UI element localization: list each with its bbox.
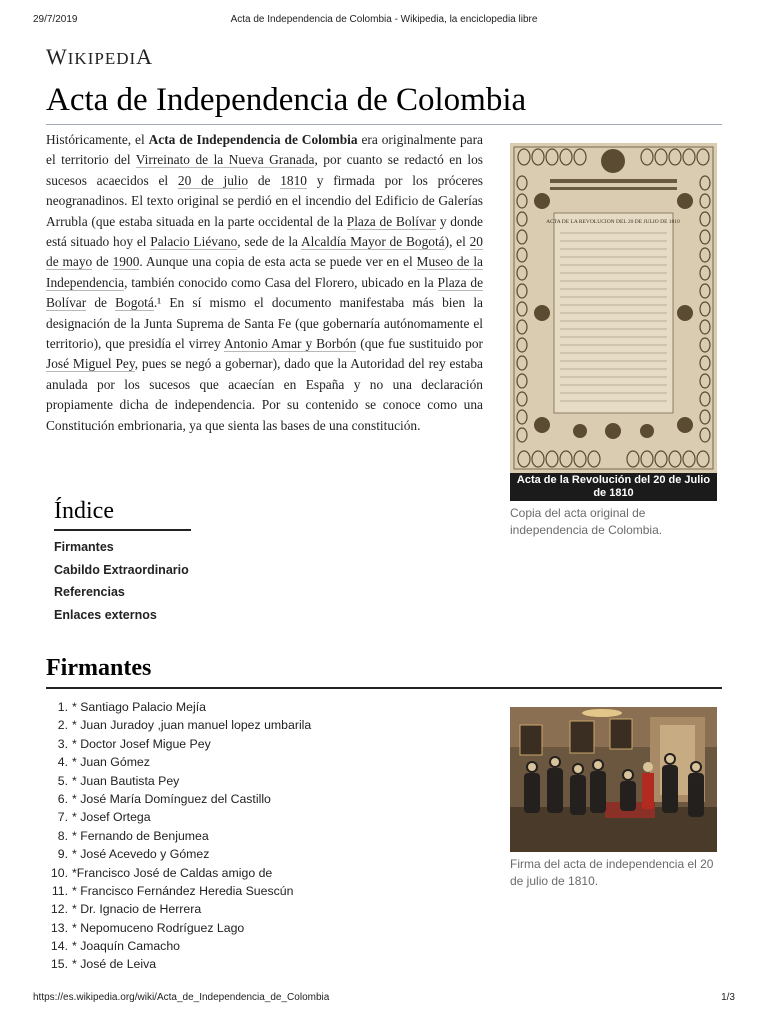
print-header xyxy=(0,14,768,28)
page-number: 1/3 xyxy=(721,992,735,1003)
logo-letter-w: W xyxy=(46,44,68,69)
acta-figure-caption: Copia del acta original de independencia de Colombia. xyxy=(510,506,663,537)
link-palacio-lievano[interactable]: Palacio Liévano xyxy=(150,234,238,250)
toc-divider xyxy=(54,529,191,531)
list-item: 11. * Francisco Fernández Heredia Suescún xyxy=(51,883,294,898)
link-plaza-de-bolivar-2[interactable]: Plaza de Bolívar xyxy=(46,274,484,311)
signing-painting-image[interactable] xyxy=(510,707,717,852)
article-title: Acta de Independencia de Colombia xyxy=(46,82,527,118)
logo-letter-a: A xyxy=(136,44,154,69)
list-item: 7. * Josef Ortega xyxy=(57,810,151,825)
list-item: 9. * José Acevedo y Gómez xyxy=(57,847,210,862)
figure-acta-document xyxy=(510,143,717,539)
toc-item-referencias[interactable]: Referencias xyxy=(54,585,125,599)
article-subject-bold: Acta de Independencia de Colombia xyxy=(148,132,358,147)
list-item: 8. * Fernando de Benjumea xyxy=(57,828,209,843)
signing-figure-caption: Firma del acta de independencia el 20 de julio de 1810. xyxy=(510,857,714,888)
link-alcaldia-mayor[interactable]: Alcaldía Mayor de Bogotá xyxy=(301,234,445,250)
link-1810[interactable]: 1810 xyxy=(280,172,307,188)
intro-paragraph: Históricamente, el Acta de Independencia de Colombia era originalmente para el territorio del Virreinato de la Nueva Granada, por cuanto se redactó en los sucesos acaecidos el 20 de julio de 1810 y firmada por los próceres neogranadinos. El texto original se perdió en el incendio del Edificio de Galerías Arrubla (que estaba situada en la parte occidental de la Plaza de Bolívar y donde está situado hoy el Palacio Liévano, sede de la Alcaldía Mayor de Bogotá), el 20 de mayo de 1900. Aunque una copia de esta acta se puede ver en el Museo de la Independencia, también conocido como Casa del Florero, ubicado en la Plaza de Bolívar de Bogotá.¹ En sí mismo el documento manifestaba más bien la designación de la Junta Suprema de Santa Fe (que gobernaría autónomamente el territorio), que presidía el virrey Antonio Amar y Borbón (que fue sustituido por José Miguel Pey, pues se negó a gobernar), dado que la Autoridad del rey estaba anulada por los sucesos que acaecían en España y no una declaración propiamente dicha de independencia. Por su contenido se conoce como una Constitución embrionaria, ya que sienta las bases de una constitución. xyxy=(46,132,484,433)
print-footer xyxy=(0,992,768,1006)
link-virreinato[interactable]: Virreinato de la Nueva Granada xyxy=(135,152,315,168)
link-plaza-de-bolivar[interactable]: Plaza de Bolívar xyxy=(346,213,437,229)
list-item: 6. * José María Domínguez del Castillo xyxy=(57,791,271,806)
acta-document-illustration xyxy=(510,143,717,473)
link-20-de-julio[interactable]: 20 de julio xyxy=(177,172,249,188)
list-item: 12. * Dr. Ignacio de Herrera xyxy=(50,902,202,917)
list-item: 4. * Juan Gómez xyxy=(57,755,150,770)
link-20-de-mayo[interactable]: 20 de mayo xyxy=(46,234,483,270)
link-antonio-amar[interactable]: Antonio Amar y Borbón xyxy=(223,336,357,352)
logo-letters-mid: IKIPEDI xyxy=(67,49,137,68)
link-museo-independencia[interactable]: Museo de la Independencia xyxy=(46,254,483,290)
print-page-title: Acta de Independencia de Colombia - Wikipedia, la enciclopedia libre xyxy=(230,14,538,25)
list-item: 14. * Joaquín Camacho xyxy=(50,939,181,954)
acta-header-text: ACTA DE LA REVOLUCION DEL 20 DE JULIO DE 1810 xyxy=(546,219,680,225)
acta-document-image[interactable] xyxy=(510,143,717,473)
toc-title: Índice xyxy=(54,498,114,524)
print-url: https://es.wikipedia.org/wiki/Acta_de_Independencia_de_Colombia xyxy=(33,992,330,1003)
title-divider xyxy=(46,124,722,125)
toc-item-cabildo[interactable]: Cabildo Extraordinario xyxy=(54,562,189,577)
signing-painting-illustration xyxy=(510,707,717,852)
print-date: 29/7/2019 xyxy=(33,14,78,25)
figure-signing-painting xyxy=(510,707,717,890)
wikipedia-logo[interactable] xyxy=(46,44,153,70)
list-item: 3. * Doctor Josef Migue Pey xyxy=(57,736,211,751)
toc-item-enlaces[interactable]: Enlaces externos xyxy=(54,607,157,622)
list-item: 1. * Santiago Palacio Mejía xyxy=(57,700,206,714)
list-item: 13. * Nepomuceno Rodríguez Lago xyxy=(50,920,245,935)
toc-list xyxy=(54,538,189,628)
list-item: 15. * José de Leiva xyxy=(50,957,157,972)
link-jose-miguel-pey[interactable]: José Miguel Pey xyxy=(46,356,135,372)
section-divider xyxy=(46,687,722,689)
signers-list xyxy=(46,698,311,974)
link-bogota[interactable]: Bogotá xyxy=(115,295,154,311)
list-item: 5. * Juan Bautista Pey xyxy=(57,773,180,788)
section-title-firmantes: Firmantes xyxy=(46,655,152,681)
acta-image-label: Acta de la Revolución del 20 de Julio de 1810 xyxy=(510,473,717,501)
list-item: 10. *Francisco José de Caldas amigo de xyxy=(50,865,273,880)
list-item: 2. * Juan Juradoy ,juan manuel lopez umbarila xyxy=(57,718,312,733)
toc-item-firmantes[interactable]: Firmantes xyxy=(54,540,114,554)
link-1900[interactable]: 1900 xyxy=(112,254,140,270)
